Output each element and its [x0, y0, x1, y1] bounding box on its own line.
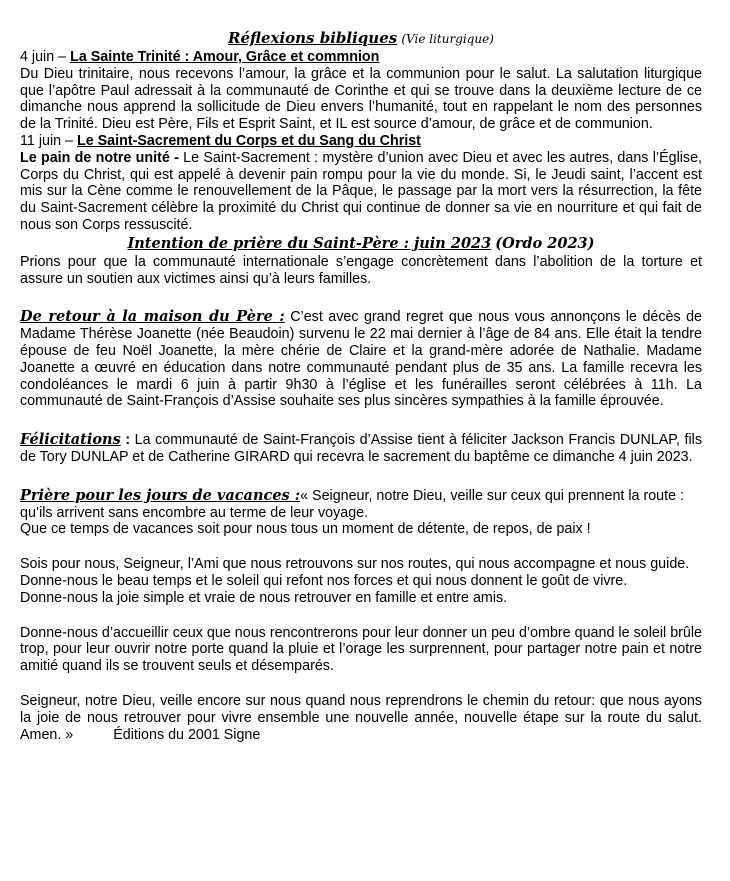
deces-paragraph [20, 309, 702, 410]
reflection-1-title: La Sainte Trinité : Amour, Grâce et commnion [70, 49, 380, 65]
reflection-2-body: Le Saint-Sacrement : mystère d’union avec Dieu et avec les autres, dans l’Église, Corps du Christ, qui est appelé à devenir pain rompu pour la vie du monde. Si, le Jeudi saint, l’accent est mis sur la Cène comme le renouvellement de la Pâque, le passage par la mort vers la résurrection, la fête du Saint-Sacrement célèbre la proximité du Christ qui continue de donner sa vie en nourriture et qui fait de nous son Corps ressuscité. [20, 149, 702, 233]
reflection-2-date: 11 juin – [20, 132, 73, 149]
reflection-2-text [20, 150, 702, 234]
priere-p3: Donne-nous d’accueillir ceux que nous rencontrerons pour leur donner un peu d’ombre quand le soleil brûle trop, pour leur ouvrir notre porte quand la pluie et l’orage les surprennent, pour partager notre pain et notre amitié quand ils se trouvent seuls et désemparés. [20, 624, 702, 675]
deces-text: C’est avec grand regret que nous vous annonçons le décès de Madame Thérèse Joanette (née Beaudoin) survenu le 22 mai dernier à l’âge de 84 ans. Elle était la tendre épouse de feu Noël Joanette, la mère chérie de Claire et la grand-mère adorée de Nathalie. Madame Joanette a œuvré en éducation dans notre communauté pendant plus de 35 ans. La famille recevra les condoléances le mardi 6 juin à partir 9h30 à l’église et les funérailles seront célébrées à 11h. La communauté de Saint-François d’Assise souhaite ses plus sincères sympathies à la famille éprouvée. [20, 309, 702, 410]
intention-heading [20, 234, 702, 254]
priere-p1b: Que ce temps de vacances soit pour nous tous un moment de détente, de repos, de paix ! [20, 521, 591, 538]
intention-title: Intention de prière du Saint-Père : juin 2023 [127, 234, 492, 252]
priere-heading: Prière pour les jours de vacances : [20, 486, 301, 504]
page-title [20, 28, 702, 49]
priere-p2: Sois pour nous, Seigneur, l’Ami que nous retrouvons sur nos routes, qui nous accompagne et nous guide. Donne-nous le beau temps et le soleil qui refont nos forces et qui nous donnent le goût de vivre. [20, 556, 690, 589]
intention-text: Prions pour que la communauté internationale s’engage concrètement dans l’abolition de la torture et assure un soutien aux victimes ainsi qu’à leurs familles. [20, 253, 702, 287]
felicitations-colon: : [120, 432, 131, 449]
priere-source: Éditions du 2001 Signe [113, 726, 261, 743]
priere-p2b: Donne-nous la joie simple et vraie de nous retrouver en famille et entre amis. [20, 589, 508, 606]
bulletin-page [20, 28, 702, 743]
reflection-1-text: Du Dieu trinitaire, nous recevons l’amour, la grâce et la communion pour le salut. La salutation liturgique que l’apôtre Paul adressait à la communauté de Corinthe et qui se trouve dans la deuxième lecture de ce dimanche nous apprend la sollicitude de Dieu envers l’humanité, tout en rappelant le nom des personnes de la Trinité. Dieu est Père, Fils et Esprit Saint, et IL est source d’amour, de grâce et de communion. [20, 65, 702, 133]
felicitations-heading: Félicitations [20, 431, 121, 449]
reflection-2-title: Le Saint-Sacrement du Corps et du Sang du Christ [76, 132, 421, 149]
priere-paragraph-1 [20, 488, 702, 522]
intention-suffix: (Ordo 2023) [495, 234, 595, 252]
title-main: Réflexions bibliques [228, 29, 398, 47]
deces-heading: De retour à la maison du Père : [20, 308, 285, 326]
reflection-1-heading [20, 49, 702, 66]
reflection-2-heading [20, 133, 702, 150]
priere-p4-text: Seigneur, notre Dieu, veille encore sur nous quand nous reprendrons le chemin du retour: que nous ayons la joie de nous retrouver pour vivre ensemble une nouvelle année, nouvelle étape sur la route du salut. Amen. » [20, 692, 702, 743]
title-sub: (Vie liturgique) [401, 32, 494, 46]
priere-p4 [20, 693, 702, 743]
reflection-1-date: 4 juin – [20, 49, 67, 65]
priere-p1: « Seigneur, notre Dieu, veille sur ceux qui prennent la route : qu’ils arrivent sans encombre au terme de leur voyage. [20, 487, 684, 521]
felicitations-text: La communauté de Saint-François d’Assise tient à féliciter Jackson Francis DUNLAP, fils de Tory DUNLAP et de Catherine GIRARD qui recevra le sacrement du baptême ce dimanche 4 juin 2023. [20, 432, 703, 465]
reflection-2-lead: Le pain de notre unité - [20, 149, 179, 166]
felicitations-paragraph [20, 432, 702, 466]
